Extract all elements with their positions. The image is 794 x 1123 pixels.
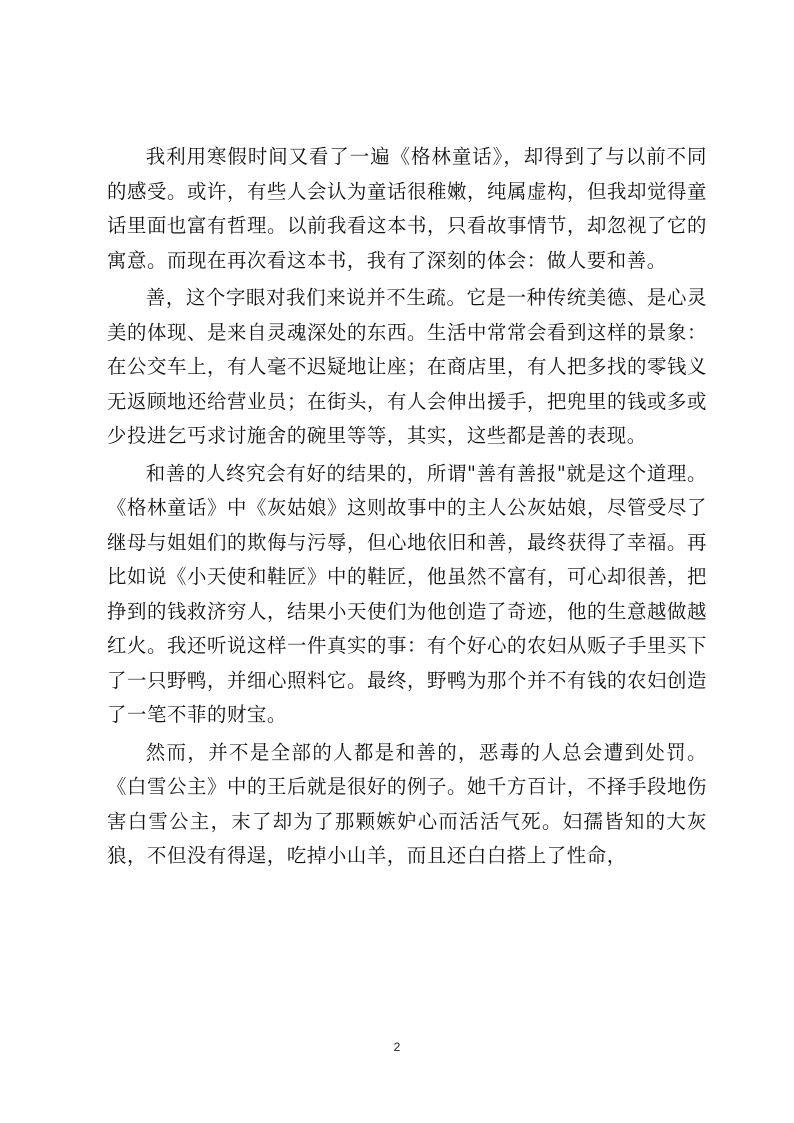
paragraph-4: 然而，并不是全部的人都是和善的，恶毒的人总会遭到处罚。《白雪公主》中的王后就是很好的例子。她千方百计，不择手段地伤害白雪公主，末了却为了那颗嫉妒心而活活气死。妇孺皆知的大灰狼，不但没有得逞，吃掉小山羊，而且还白白搭上了性命， [107, 740, 707, 867]
paragraph-1: 我利用寒假时间又看了一遍《格林童话》，却得到了与以前不同的感受。或许，有些人会认为童话很稚嫩，纯属虚构，但我却觉得童话里面也富有哲理。以前我看这本书，只看故事情节，却忽视了它的寓意。而现在再次看这本书，我有了深刻的体会：做人要和善。 [107, 145, 707, 272]
page-number: 2 [393, 1040, 401, 1054]
paragraph-2: 善，这个字眼对我们来说并不生疏。它是一种传统美德、是心灵美的体现、是来自灵魂深处的东西。生活中常常会看到这样的景象：在公交车上，有人毫不迟疑地让座；在商店里，有人把多找的零钱义无返顾地还给营业员；在街头，有人会伸出援手，把兜里的钱或多或少投进乞丐求讨施舍的碗里等等，其实，这些都是善的表现。 [107, 286, 707, 447]
paragraph-3: 和善的人终究会有好的结果的，所谓"善有善报"就是这个道理。《格林童话》中《灰姑娘》这则故事中的主人公灰姑娘，尽管受尽了继母与姐姐们的欺侮与污辱，但心地依旧和善，最终获得了幸福。再比如说《小天使和鞋匠》中的鞋匠，他虽然不富有，可心却很善，把挣到的钱救济穷人，结果小天使们为他创造了奇迹，他的生意越做越红火。我还听说这样一件真实的事：有个好心的农妇从贩子手里买下了一只野鸭，并细心照料它。最终，野鸭为那个并不有钱的农妇创造了一笔不菲的财宝。 [107, 461, 707, 726]
body-text [107, 140, 707, 874]
